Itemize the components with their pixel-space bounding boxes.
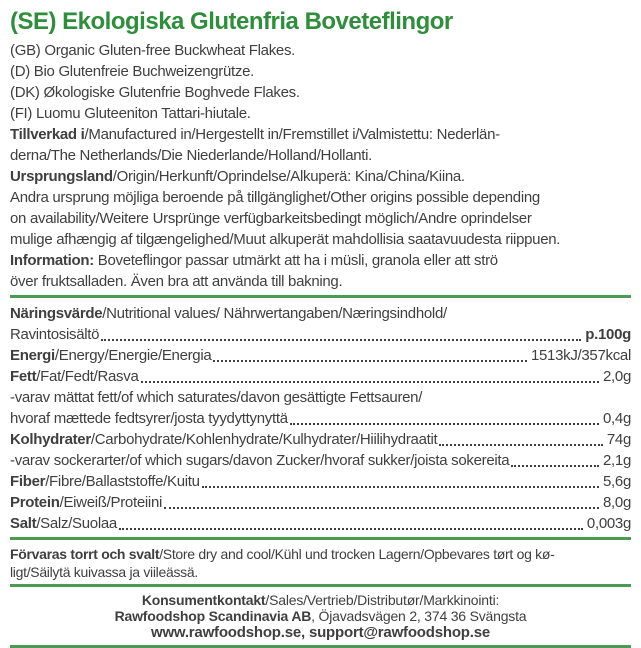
- nutrition-term-translations: Ravintosisältö: [10, 326, 100, 343]
- nutrition-value: 0,003g: [586, 515, 631, 532]
- origin-note-line-1: Andra ursprung möjliga beroende på tillgänglighet/Other origins possible depending: [10, 189, 540, 206]
- contact-block: [10, 592, 631, 642]
- dot-leader: [101, 324, 581, 341]
- information-line-1: [10, 250, 631, 271]
- nutrition-row-protein: [10, 492, 631, 513]
- nutrition-row-saturates-1: [10, 387, 631, 408]
- nutrition-row-carbohydrate: [10, 429, 631, 450]
- dot-leader: [290, 408, 599, 425]
- contact-roles: /Sales/Vertrieb/Distributør/Markkinointi:: [265, 592, 500, 608]
- company-address: , Öjavadsvägen 2, 374 36 Svängsta: [311, 608, 527, 624]
- nutrition-row-salt: [10, 513, 631, 534]
- manufactured-in-line-2: derna/The Netherlands/Die Niederlande/Holland/Hollanti.: [10, 147, 373, 164]
- nutrition-term-translations: /Eiweiß/Proteiini: [59, 494, 163, 511]
- nutrition-row-fibre: [10, 471, 631, 492]
- translation-line-dk: (DK) Økologiske Glutenfrie Boghvede Flakes.: [10, 84, 300, 101]
- storage-line-1: [10, 545, 631, 563]
- nutrition-table: [10, 303, 631, 534]
- nutrition-term: Salt: [10, 515, 37, 532]
- nutrition-term-translations: hvoraf mættede fedtsyrer/josta tyydyttynyttä: [10, 410, 288, 427]
- nutrition-term-translations: /Salz/Suolaa: [36, 515, 117, 532]
- nutrition-term: Kolhydrater: [10, 431, 91, 448]
- origin-text: /Origin/Herkunft/Oprindelse/Alkuperä: Kina/China/Kiina.: [112, 168, 465, 185]
- contact-web-email: www.rawfoodshop.se, support@rawfoodshop.se: [150, 624, 491, 641]
- storage-line-2: ligt/Säilytä kuivassa ja viileässä.: [10, 564, 198, 580]
- company-name: Rawfoodshop Scandinavia AB: [114, 608, 312, 624]
- nutrition-term-translations: /Carbohydrate/Kohlenhydrate/Kulhydrater/Hiilihydraatit: [90, 431, 438, 448]
- information-text: Boveteflingor passar utmärkt att ha i müsli, granola eller att strö: [93, 252, 498, 269]
- nutrition-term-translations: -varav mättat fett/of which saturates/davon gesättigte Fettsauren/: [10, 389, 423, 406]
- manufactured-in-line-1: [10, 124, 631, 145]
- nutrition-value: 2,0g: [603, 368, 631, 385]
- nutrition-value: 1513kJ/357kcal: [530, 347, 631, 364]
- nutrition-term: Näringsvärde: [10, 305, 103, 322]
- origin-note-line-2: on availability/Weitere Ursprünge verfügbarkeitsbedingt möglich/Andre oprindelser: [10, 210, 532, 227]
- contact-line-1: [10, 592, 631, 608]
- nutrition-term: Fett: [10, 368, 37, 385]
- nutrition-value: 5,6g: [603, 473, 631, 490]
- nutrition-term: Protein: [10, 494, 60, 511]
- nutrition-row-fat: [10, 366, 631, 387]
- dot-leader: [141, 366, 599, 383]
- nutrition-term: Fiber: [10, 473, 46, 490]
- translation-line-d: (D) Bio Glutenfreie Buchweizengrütze.: [10, 63, 255, 80]
- origin-label: Ursprungsland: [10, 168, 113, 185]
- page-title: (SE) Ekologiska Glutenfria Boveteflingor: [10, 8, 453, 35]
- contact-label: Konsumentkontakt: [141, 592, 266, 608]
- divider-rule-middle: [10, 537, 631, 540]
- manufactured-in-text: /Manufactured in/Hergestellt in/Fremstillet i/Valmistettu: Nederlän-: [84, 126, 500, 143]
- storage-label: Förvaras torrt och svalt: [10, 546, 160, 562]
- nutrition-term-translations: /Fibre/Ballaststoffe/Kuitu: [45, 473, 200, 490]
- dot-leader: [164, 492, 599, 509]
- nutrition-row-energy: [10, 345, 631, 366]
- storage-instructions: [10, 545, 631, 581]
- dot-leader: [511, 450, 599, 467]
- information-label: Information:: [10, 252, 94, 269]
- nutrition-value: 0,4g: [603, 410, 631, 427]
- dot-leader: [439, 429, 602, 446]
- origin-note-line-3: mulige afhængig af tilgængelighed/Muut alkuperät mahdollisia saatavuudesta riippuen.: [10, 231, 561, 248]
- contact-line-2: [10, 608, 631, 624]
- nutrition-row-saturates-2: [10, 408, 631, 429]
- origin-line: [10, 166, 631, 187]
- nutrition-row-header: [10, 303, 631, 324]
- nutrition-value: 2,1g: [603, 452, 631, 469]
- translation-line-gb: (GB) Organic Gluten-free Buckwheat Flakes.: [10, 42, 296, 59]
- dot-leader: [119, 513, 583, 530]
- nutrition-value: 74g: [606, 431, 631, 448]
- nutrition-value: 8,0g: [603, 494, 631, 511]
- divider-rule-top: [10, 295, 631, 298]
- storage-text: /Store dry and cool/Kühl und trocken Lagern/Opbevares tørt og kø-: [159, 546, 555, 562]
- information-line-2: över fruktsalladen. Även bra att använda till bakning.: [10, 273, 343, 290]
- dot-leader: [213, 345, 527, 362]
- nutrition-term-translations: /Energy/Energie/Energia: [54, 347, 212, 364]
- nutrition-term-translations: /Nutritional values/ Nährwertangaben/Næringsindhold/: [102, 305, 447, 322]
- nutrition-term: Energi: [10, 347, 55, 364]
- manufactured-in-label: Tillverkad i: [10, 126, 85, 143]
- nutrition-row-per100: [10, 324, 631, 345]
- translation-line-fi: (FI) Luomu Gluteeniton Tattari-hiutale.: [10, 105, 251, 122]
- divider-rule-contact: [10, 584, 631, 587]
- nutrition-term-translations: -varav sockerarter/of which sugars/davon Zucker/hvoraf sukker/joista sokereita: [10, 452, 510, 469]
- dot-leader: [202, 471, 599, 488]
- nutrition-row-sugars: [10, 450, 631, 471]
- nutrition-term-translations: /Fat/Fedt/Rasva: [36, 368, 139, 385]
- nutrition-value: p.100g: [585, 326, 631, 343]
